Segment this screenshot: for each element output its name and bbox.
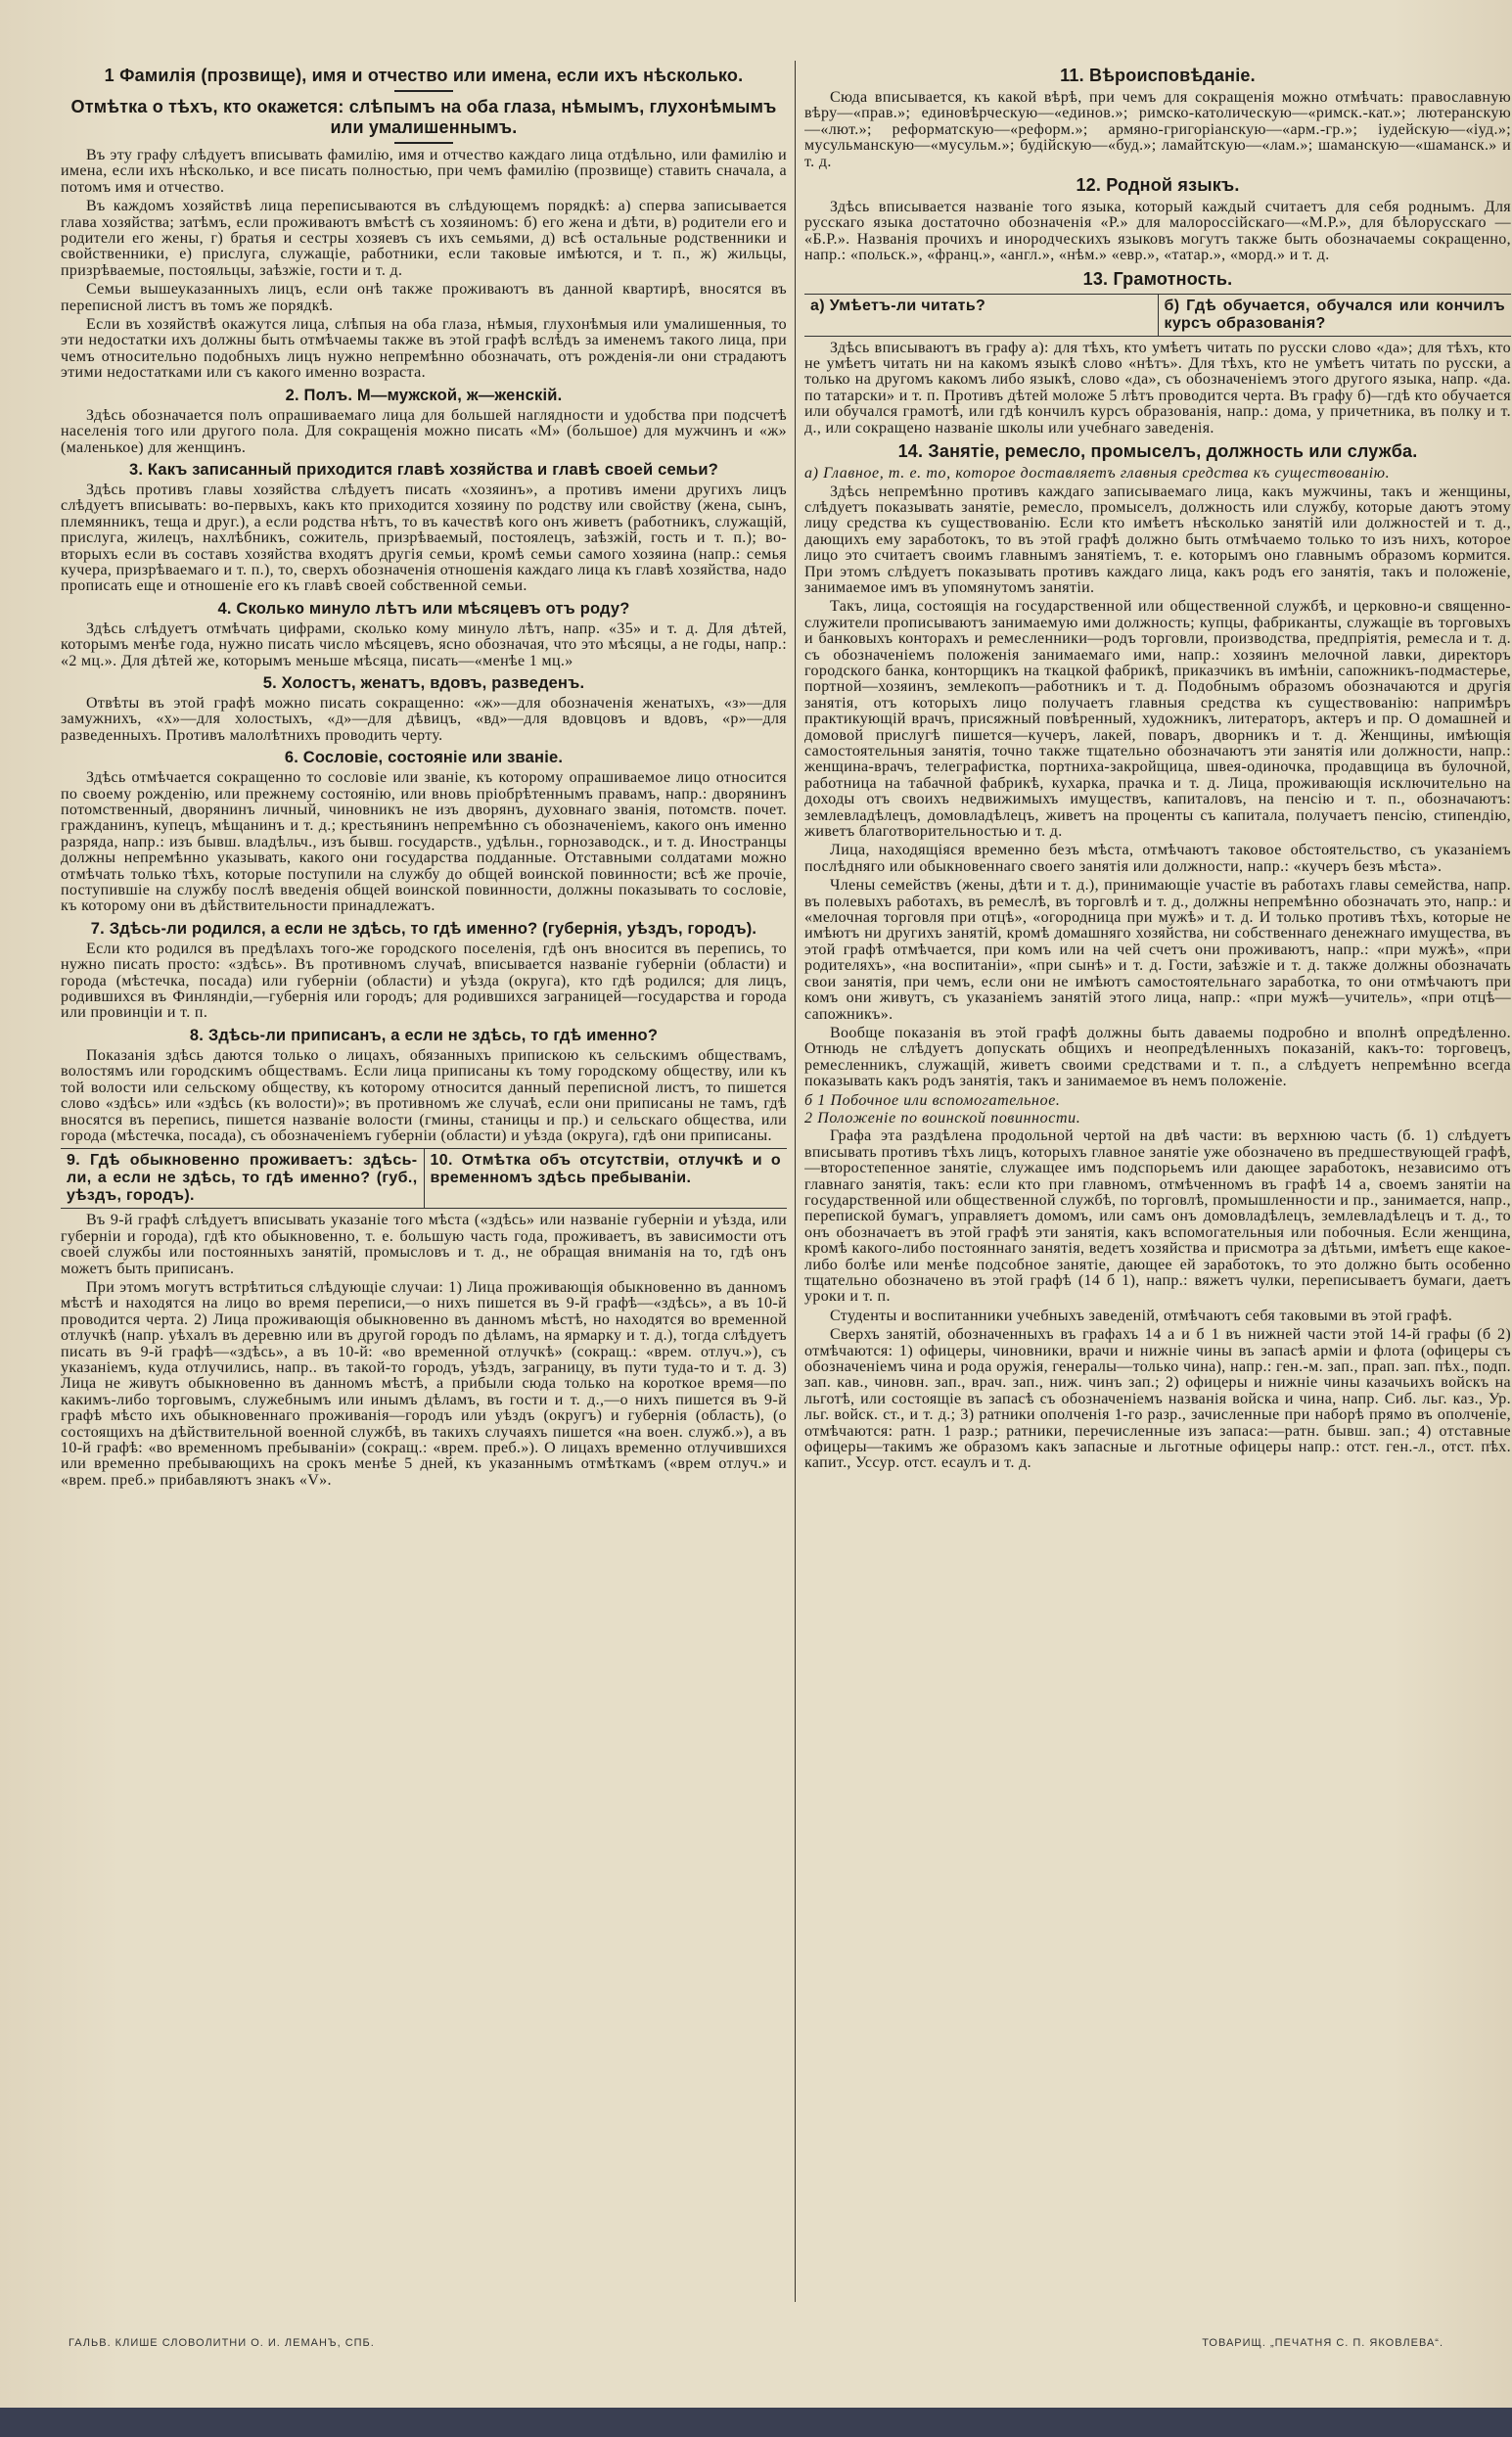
section-heading: 12. Родной языкъ. [1076, 175, 1240, 196]
section-heading: 5. Холостъ, женатъ, вдовъ, разведенъ. [262, 673, 585, 692]
section-heading: 11. Вѣроисповѣданіе. [1060, 66, 1256, 85]
paragraph: Здѣсь обозначается полъ опрашиваемаго лица для большей наглядности и удобства при подсчетѣ населенія того или другого пола. Для сокращенія можно писать «М» (большое) для мужчинъ и «ж» (маленькое) для женщинъ. [61, 406, 787, 456]
paragraph: Здѣсь вписываютъ въ графу а): для тѣхъ, кто умѣетъ читать по русски слово «да»; для тѣхъ, кто не умѣетъ читать ни на какомъ языкѣ слово «нѣтъ». Для тѣхъ, кто не умѣетъ читать по русски, а только на другомъ какомъ либо языкѣ, слово «да», съ обозначеніемъ этого другого языка, напр. «да. по татарски» и т. п. Противъ дѣтей моложе 5 лѣтъ проводится черта. Въ графу б)—гдѣ кто обучается или обучался грамотѣ, или гдѣ кончилъ курсъ образованія, напр.: дома, у причетника, въ полку и т. д., или сокращено названіе школы или учебнаго заведенія. [804, 339, 1511, 437]
section-heading: б) Гдѣ обучается, обучался или кончилъ курсъ образованія? [1164, 297, 1505, 332]
paragraph: Здѣсь непремѣнно противъ каждаго записываемаго лица, какъ мужчины, такъ и женщины, слѣдуетъ показывать занятіе, ремесло, промыселъ, должность или службу, которые даютъ этому лицу средства къ существованію. Если кто имѣетъ нѣсколько занятій или должностей и т. д., дающихъ ему заработокъ, то въ этой графѣ должно быть отмѣчаемо только то изъ нихъ, которое лицо это считаетъ своимъ главнымъ занятіемъ, т. е. которымъ оно главнымъ образомъ кормится. При этомъ слѣдуетъ показывать противъ каждаго лица, какъ родъ его занятія, такъ и положеніе, занимаемое имъ въ упомянутомъ занятіи. [804, 483, 1511, 596]
subheading: а) Главное, т. е. то, которое доставляетъ главныя средства къ существованію. [804, 465, 1391, 483]
section-heading: 7. Здѣсь-ли родился, а если не здѣсь, то гдѣ именно? (губернія, уѣздъ, городъ). [90, 919, 757, 938]
section-heading: 4. Сколько минуло лѣтъ или мѣсяцевъ отъ роду? [217, 599, 630, 618]
paragraph: Сюда вписывается, къ какой вѣрѣ, при чемъ для сокращенія можно отмѣчать: православную вѣру—«прав.»; единовѣрческую—«единов.»; римско-католическую—«римск.-кат.»; лютеранскую—«лют.»; реформатскую—«реформ.»; армяно-григоріанскую—«арм.-гр.»; іудейскую—«іуд.»; мусульманскую—«мусульм.»; будійскую—«буд.»; ламайтскую—«лам.»; шаманскую—«шаманск.» и т. д. [804, 89, 1511, 170]
paragraph: Здѣсь противъ главы хозяйства слѣдуетъ писать «хозяинъ», а противъ имени другихъ лицъ слѣдуетъ вписывать: во-первыхъ, какъ кто приходится хозяину по родству или свойству (жена, сынъ, племянникъ, теща и друг.), а если родства нѣтъ, то въ качествѣ кого онъ живетъ (работникъ, служащій, прислуга, жилецъ, нахлѣбникъ, сожитель, призрѣваемый, постоялецъ, заѣзжій, гость и т. п.); во-вторыхъ если въ составъ хозяйства входятъ другія семьи, кромѣ семьи самого хозяина (напр.: семья кучера, призрѣваемаго и т. п.), то, сверхъ обозначенія отношенія каждаго лица къ главѣ хозяйства, надо прописать еще и отношеніе его къ главѣ своей собственной семьи. [61, 481, 787, 595]
paragraph: Семьи вышеуказанныхъ лицъ, если онѣ также проживаютъ въ данной квартирѣ, вносятся въ переписной листъ въ томъ же порядкѣ. [61, 281, 787, 314]
left-column [61, 61, 787, 2292]
two-column-heading [61, 1148, 787, 1209]
section-heading: а) Умѣетъ-ли читать? [804, 295, 1159, 336]
paragraph: Сверхъ занятій, обозначенныхъ въ графахъ 14 а и б 1 въ нижней части этой 14-й графы (б 2) отмѣчаются: 1) офицеры, чиновники, врачи и нижніе чины въ запасѣ арміи и флота (офицеры съ обозначеніемъ чина и рода оружія, генералы—только чина), напр.: ген.-м. зап., прап. зап. пѣх., подп. зап. кав., чиновн. зап., врач. зап., ниж. чинъ зап.; 2) офицеры и нижніе чины казачьихъ войскъ на льготѣ, или состоящіе въ запасѣ съ обозначеніемъ названія войска и чина, напр. Сиб. льг. каз., Ур. льг. войск. ст., и т. д.; 3) ратники ополченія 1-го разр., зачисленные при наборѣ прямо въ ополченіе, отмѣчаются: ратн. 1 разр.; ратники, перечисленные изъ запаса:—ратн. бывш. зап.; 4) отставные офицеры—такимъ же образомъ какъ запасные и льготные офицеры напр.: отст. ген.-л., отст. пѣх. капит., Уссур. отст. есаулъ и т. д. [804, 1326, 1511, 1472]
section-heading: 13. Грамотность. [1082, 268, 1233, 289]
paragraph: Отвѣты въ этой графѣ можно писать сокращенно: «ж»—для обозначенія женатыхъ, «з»—для замужнихъ, «х»—для холостыхъ, «д»—для дѣвицъ, «вд»—для вдовцовъ и вдовъ, «р»—для разведенныхъ. Противъ малолѣтнихъ проводить черту. [61, 694, 787, 744]
document-body [51, 61, 1511, 2331]
section-heading: 6. Сословіе, состояніе или званіе. [284, 749, 564, 767]
paragraph: Въ эту графу слѣдуетъ вписывать фамилію, имя и отчество каждаго лица отдѣльно, или фамилію и имена, если ихъ нѣсколько, и все писать полностью, при чемъ фамилію (прозвище) ставить сначала, а потомъ имя и отчество. [61, 147, 787, 196]
section-heading: 8. Здѣсь-ли приписанъ, а если не здѣсь, то гдѣ именно? [189, 1026, 659, 1044]
paragraph: Если кто родился въ предѣлахъ того-же городского поселенія, гдѣ онъ вносится въ перепись, то нужно писать просто: «здѣсь». Въ противномъ случаѣ, вписывается названіе губерніи (области) и города (мѣстечка, посада) или губерніи (области) и уѣзда (округа), кто гдѣ родился; для лицъ, родившихся въ Финляндіи,—губернія или городъ; для родившихся заграницей—государства и города или провинціи и т. п. [61, 940, 787, 1022]
section-heading: 2. Полъ. М—мужской, ж—женскій. [285, 386, 563, 404]
rule-divider [394, 142, 453, 144]
subheading: 2 Положеніе по воинской повинности. [804, 1109, 1081, 1127]
paragraph: Студенты и воспитанники учебныхъ заведеній, отмѣчаютъ себя таковыми въ этой графѣ. [830, 1307, 1453, 1324]
footer-printer-right: ТОВАРИЩ. „ПЕЧАТНЯ С. П. ЯКОВЛЕВА“. [1202, 2337, 1443, 2349]
paragraph: Лица, находящіяся временно безъ мѣста, отмѣчаютъ таковое обстоятельство, съ указаніемъ послѣдняго или обыкновеннаго своего занятія или должности, напр.: «кучеръ безъ мѣста». [804, 842, 1511, 875]
section-heading: 1 Фамилія (прозвище), имя и отчество или имена, если ихъ нѣсколько. [104, 66, 744, 85]
paragraph: Такъ, лица, состоящія на государственной или общественной службѣ, и церковно-и священно-служители прописываютъ занимаемую ими должность; купцы, фабриканты, служащіе въ торговыхъ и банковыхъ конторахъ и ремесленники—родъ торговли, производства, предпріятія, ремесла и т. д. съ обозначеніемъ положенія занимаемаго ими, напр.: хозяинъ мелочной лавки, директоръ городского банка, конторщикъ на ткацкой фабрикѣ, приказчикъ въ имѣніи, сапожникъ-подмастерье, портной—хозяинъ, землекопъ—работникъ и т. д. Подобнымъ образомъ обозначаются и другія занятія, отъ которыхъ лицо получаетъ главныя средства къ существованію: напримѣръ практикующій врачъ, присяжный повѣренный, художникъ, литераторъ, актеръ и пр. О домашней и домовой прислугѣ пишется—кучеръ, лакей, поваръ, дворникъ и т. д. Женщины, имѣющія самостоятельныя занятія, точно также тщательно обозначаютъ эти занятія или должности, напр.: женщина-врачъ, телеграфистка, портниха-закройщица, швея-одиночка, продавщица въ булочной, работница на табачной фабрикѣ, кухарка, прачка и т. д. Лица, проживающія исключительно на доходы отъ своихъ недвижимыхъ имуществъ, капиталовъ, на пенсію и т. п., обозначаютъ: землевладѣлецъ, домовладѣлецъ, живетъ на проценты съ капитала, получаетъ пенсію, стипендію, живетъ благотворительностью и т. д. [804, 598, 1511, 841]
paragraph: Вообще показанія въ этой графѣ должны быть даваемы подробно и вполнѣ опредѣленно. Отнюдь не слѣдуетъ допускать общихъ и неопредѣленныхъ показаній, какъ-то: торговецъ, ремесленникъ, служащій, живетъ своими средствами и т. п., а слѣдуетъ непремѣнно всегда показывать какъ родъ занятія, такъ и занимаемое въ немъ положеніе. [804, 1024, 1511, 1090]
rule-divider [394, 90, 453, 92]
paragraph: Здѣсь отмѣчается сокращенно то сословіе или званіе, къ которому опрашиваемое лицо относится по своему рожденію, или прежнему состоянію, или вновь пріобрѣтеннымъ правамъ, напр.: дворянинъ потомственный, дворянинъ личный, чиновникъ не изъ дворянъ, духовнаго званія, потомств. почет. гражданинъ, купецъ, мѣщанинъ и т. д.; крестьянинъ непремѣнно съ обозначеніемъ, какого онъ именно разряда, напр.: изъ бывш. владѣльч., изъ бывш. государств., удѣльн., горнозаводск., и т. д. Иностранцы должны непремѣнно указывать, какого они государства подданные. Отставными солдатами можно отмѣчать только тѣхъ, которые поступили на службу до общей воинской повинности; всѣ же прочіе, поступившіе на службу послѣ введенія общей воинской повинности, должны показывать то сословіе, къ которому они въ дѣйствительности принадлежатъ. [61, 769, 787, 915]
section-heading: 14. Занятіе, ремесло, промыселъ, должность или служба. [897, 441, 1418, 462]
paragraph: При этомъ могутъ встрѣтиться слѣдующіе случаи: 1) Лица проживающія обыкновенно въ данномъ мѣстѣ и находятся на лицо во время переписи,—о нихъ пишется въ 9-й графѣ—«здѣсь», а въ 10-й проводится черта. 2) Лица проживающія обыкновенно въ данномъ мѣстѣ, но находятся во временной отлучкѣ (напр. уѣхалъ въ деревню или въ другой городъ по дѣламъ, на ярмарку и т. д.), тогда слѣдуетъ писать въ 9-й графѣ—«здѣсь», а въ 10-й: «во временной отлучкѣ» (сокращ.: «врем. отлуч.»), съ указаніемъ, куда отлучились, напр.. въ такой-то городъ, уѣздъ, заграницу, въ пути туда-то и т. д. 3) Лица не живутъ обыкновенно въ данномъ мѣстѣ, а прибыли сюда только на короткое время—по какимъ-либо торговымъ, служебнымъ или инымъ дѣламъ, въ гости и т. д.,—о нихъ пишется въ 9-й графѣ мѣсто ихъ обыкновеннаго проживанія—городъ или уѣздъ (округъ) и губернія (область), (о состоящихъ на дѣйствительной военной службѣ, въ такихъ случаяхъ пишется «на воен. служб.»), а въ 10-й графѣ: «во временномъ пребываніи» (сокращ.: «врем. преб.»). О лицахъ временно отлучившихся или временно пребывающихъ на срокъ менѣе 5 дней, къ указаннымъ отмѣткамъ («врем отлуч.» и «врем. преб.» прибавляютъ знакъ «V». [61, 1278, 787, 1489]
column-divider [795, 61, 796, 2302]
paragraph: Графа эта раздѣлена продольной чертой на двѣ части: въ верхнюю часть (б. 1) слѣдуетъ вписывать противъ тѣхъ лицъ, которыхъ главное занятіе уже обозначено въ предшествующей графѣ,—второстепенное занятіе, служащее имъ подспорьемъ или дающее заработокъ, независимо отъ главнаго занятія, такъ: если кто при главномъ, отмѣченномъ въ графѣ 14 а, своемъ занятіи на государственной или общественной службѣ, по торговлѣ, промышленности и пр., занимается, напр., перепиской бумагъ, управляетъ домомъ, или самъ онъ домовладѣлецъ, землевладѣлецъ и т. д., то онъ обозначаетъ въ этой графѣ эти занятія, какъ вспомогательныя или побочныя. Если женщина, кромѣ какого-либо постояннаго занятія, ведетъ хозяйства и присмотра за дѣтьми, имѣетъ еще какое-либо болѣе или менѣе подсобное занятіе, дающее ей заработокъ, то это должно быть особенно тщательно обозначено въ этой графѣ (14 б 1), напр.: вяжетъ чулки, переписываетъ бумаги, даетъ уроки и т. п. [804, 1127, 1511, 1306]
paragraph: Въ каждомъ хозяйствѣ лица переписываются въ слѣдующемъ порядкѣ: а) сперва записывается глава хозяйства; затѣмъ, если проживаютъ вмѣстѣ съ хозяиномъ: б) его жена и дѣти, в) родители его и родители его жены, г) братья и сестры хозяевъ съ ихъ семьями, д) всѣ остальные родственники и свойственники, е) прислуга, служащіе, работники, если таковые имѣются, и т. п., ж) жильцы, призрѣваемые, постояльцы, заѣзжіе, гости и т. д. [61, 198, 787, 279]
section-heading: 9. Гдѣ обыкновенно проживаетъ: здѣсь-ли, а если не здѣсь, то гдѣ именно? (губ., уѣздъ, городъ). [61, 1149, 425, 1208]
subheading: б 1 Побочное или вспомогательное. [804, 1091, 1061, 1109]
right-column [804, 61, 1511, 2292]
paragraph: Въ 9-й графѣ слѣдуетъ вписывать указаніе того мѣста («здѣсь» или названіе губерніи и уѣзда, или губерніи и города), гдѣ кто обыкновенно, т. е. большую часть года, проживаетъ, въ зависимости отъ своей службы или постоянныхъ занятій, промысловъ и т. д., не обращая вниманія на то, гдѣ онъ можетъ быть приписанъ. [61, 1212, 787, 1277]
paragraph: Здѣсь вписывается названіе того языка, который каждый считаетъ для себя роднымъ. Для русскаго языка достаточно обозначенія «Р.» для малороссійскаго—«М.Р.», для бѣлорусскаго — «Б.Р.». Названія прочихъ и инородческихъ языковъ могутъ также быть обозначаемы сокращенно, напр.: «польск.», «франц.», «англ.», «нѣм.» «евр.», «татар.», «морд.» и т. д. [804, 199, 1511, 264]
section-heading: Отмѣтка о тѣхъ, кто окажется: слѣпымъ на оба глаза, нѣмымъ, глухонѣмымъ или умалишеннымъ. [70, 97, 777, 137]
two-column-heading [804, 294, 1511, 337]
paragraph: Если въ хозяйствѣ окажутся лица, слѣпыя на оба глаза, нѣмыя, глухонѣмыя или умалишенныя, то эти недостатки ихъ должны быть отмѣчаемы также въ этой графѣ вслѣдъ за именемъ такого лица, при чемъ относительно подобныхъ лицъ нужно непремѣнно обозначать, отъ рожденія-ли они страдаютъ этими недостатками или съ какого именно возраста. [61, 316, 787, 382]
footer-printer-left: ГАЛЬВ. КЛИШЕ СЛОВОЛИТНИ О. И. ЛЕМАНЪ, СПБ. [69, 2337, 375, 2349]
section-heading: 10. Отмѣтка объ отсутствіи, отлучкѣ и о временномъ здѣсь пребываніи. [430, 1152, 781, 1187]
paragraph: Здѣсь слѣдуетъ отмѣчать цифрами, сколько кому минуло лѣтъ, напр. «35» и т. д. Для дѣтей, которымъ менѣе года, нужно писать число мѣсяцевъ, ясно обозначая, что это мѣсяцы, а не годы, напр.: «2 мц.». Для дѣтей же, которымъ меньше мѣсяца, писать—«менѣе 1 мц.» [61, 620, 787, 669]
paragraph: Показанія здѣсь даются только о лицахъ, обязанныхъ припискою къ сельскимъ обществамъ, волостямъ или городскимъ обществамъ. Если лица приписаны къ тому городскому обществу, или къ той волости или сельскому обществу, къ которому относится данный переписной листъ, то пишется слово «здѣсь» или «здѣсь (къ волости)»; въ противномъ же случаѣ, если они приписаны не тамъ, гдѣ вносятся въ перепись, пишется названіе волости (гмины, станицы и пр.) и сельскаго общества, или города (мѣстечка, посада), съ обозначеніемъ губерніи (области) и уѣзда (округа), гдѣ они приписаны. [61, 1046, 787, 1144]
paragraph: Члены семействъ (жены, дѣти и т. д.), принимающіе участіе въ работахъ главы семейства, напр. въ полевыхъ работахъ, въ ремеслѣ, въ торговлѣ и т. д., должны непремѣнно обозначать это, напр.: и «мелочная торговля при отцѣ», «огородница при мужѣ» и т. д. И только противъ тѣхъ, которые не имѣютъ ни другихъ занятій, кромѣ домашняго хозяйства, ни собственнаго денежнаго имущества, въ этой графѣ отмѣчается, при комъ или на чей счетъ они проживаютъ, напр.: «при мужѣ», «при родителяхъ», «на воспитаніи», «при сынѣ» и т. д. Гости, заѣзжіе и т. д. также должны обозначать свои занятія, при чемъ, если они не имѣютъ самостоятельнаго заработка, то они отмѣчаютъ при комъ они живутъ, съ указаніемъ занятій этого лица, напр.: «при мужѣ—учитель», «при отцѣ—сапожникъ». [804, 877, 1511, 1023]
section-heading: 3. Какъ записанный приходится главѣ хозяйства и главѣ своей семьи? [128, 460, 719, 479]
